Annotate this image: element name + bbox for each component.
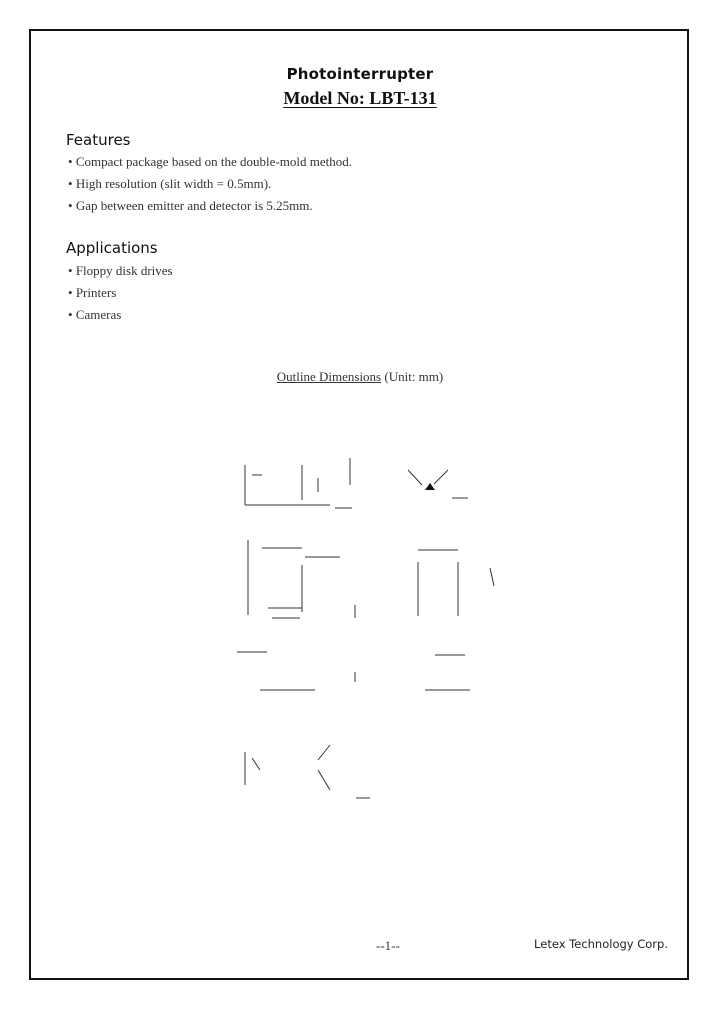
document-title: Photointerrupter	[286, 65, 434, 83]
application-item: • Printers	[68, 283, 173, 305]
features-list	[68, 152, 352, 218]
outline-label: Outline Dimensions	[276, 369, 382, 384]
features-heading: Features	[66, 131, 131, 149]
applications-heading: Applications	[66, 239, 158, 257]
applications-list	[68, 261, 173, 327]
outline-dimensions-caption	[0, 369, 720, 385]
company-name: Letex Technology Corp.	[534, 937, 668, 951]
outline-dimensions-drawing	[190, 440, 530, 820]
model-number: Model No: LBT-131	[283, 88, 437, 108]
outline-unit: (Unit: mm)	[384, 369, 444, 384]
feature-item: • Gap between emitter and detector is 5.25mm.	[68, 196, 352, 218]
application-item: • Floppy disk drives	[68, 261, 173, 283]
feature-item: • Compact package based on the double-mold method.	[68, 152, 352, 174]
feature-item: • High resolution (slit width = 0.5mm).	[68, 174, 352, 196]
application-item: • Cameras	[68, 305, 173, 327]
page-number: --1--	[376, 938, 400, 953]
